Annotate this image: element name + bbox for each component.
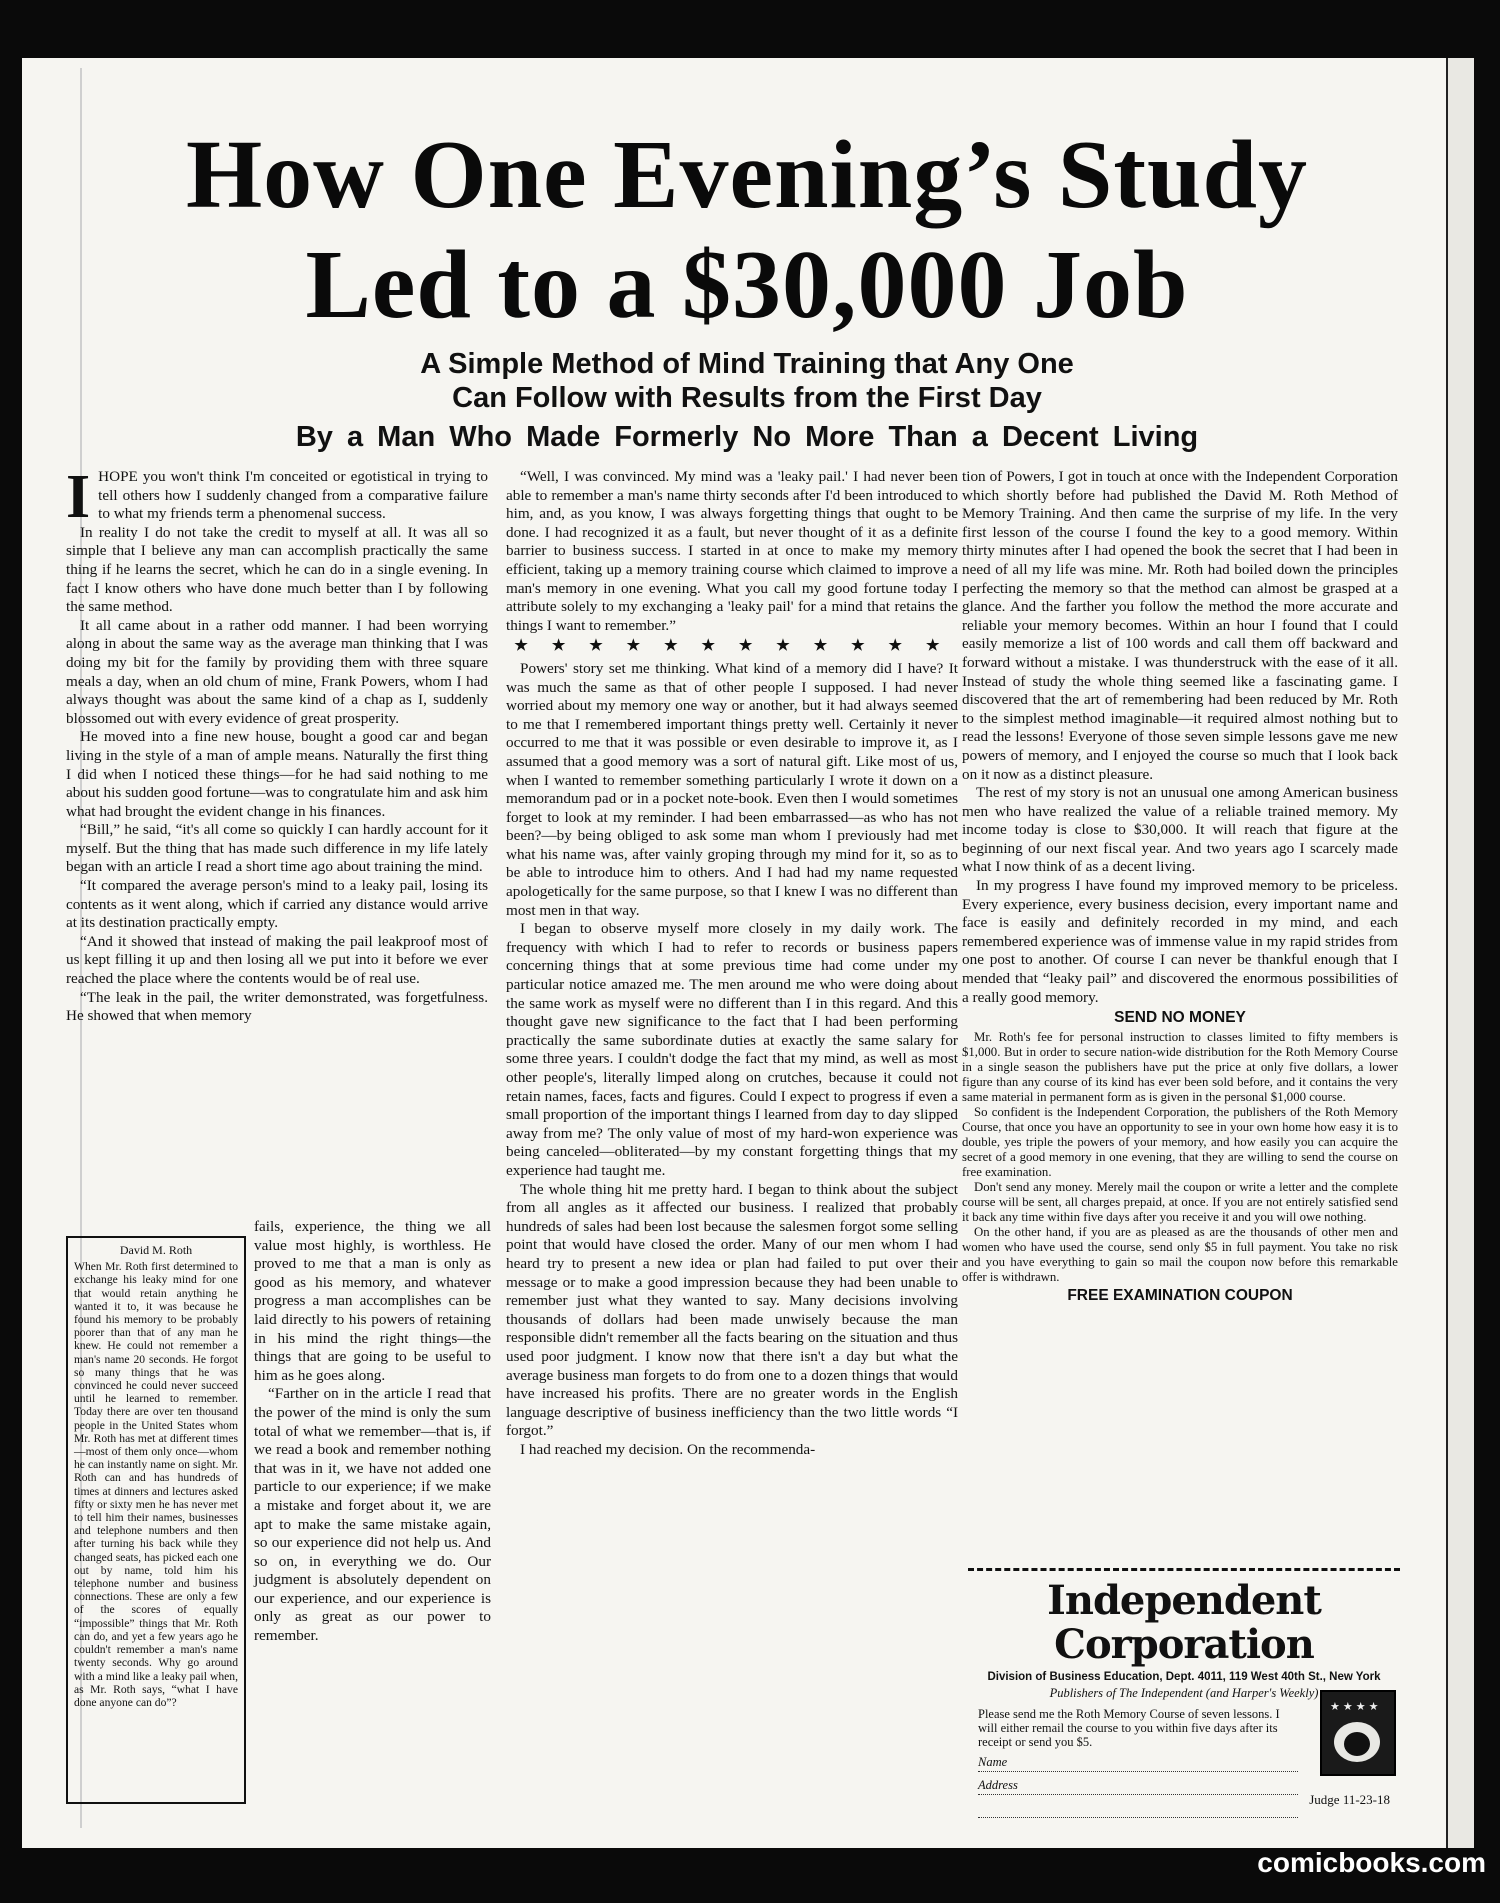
eagle-seal-icon: ★★★★: [1320, 1690, 1396, 1776]
paragraph: I began to observe myself more closely in my daily work. The frequency with which I had to refer to records or business papers concerning things that at some previous time had come under my particular notice amazed me. The men around me who were doing about the same work as myself were no different than I in this regard. And this thought gave new significance to the fact that I had been performing practically the same subordinate duties at exactly the same salary for some three years. I couldn't dodge the fact that my mind, as well as most other people's, literally limped along on crutches, because it could not retain names, faces, facts and figures. Could I expect to progress if even a small proportion of the important things I learned from day to day slipped away from me? The only value of most of my hard-won experience was being canceled—obliterated—by my constant forgetting things that my experience had taught me.: [506, 920, 958, 1179]
paragraph: “Bill,” he said, “it's all come so quickly I can hardly account for it myself. But the thing that has made such difference in my life lately began with an article I read a short time ago about training the mind.: [66, 821, 488, 876]
paragraph: “It compared the average person's mind to a leaky pail, losing its contents as it went along, which if carried any distance would arrive at its destination practically empty.: [66, 877, 488, 932]
paragraph: “Farther on in the article I read that the power of the mind is only the sum total of what we remember—that is, if we read a book and remember nothing that was in it, we have not added one particle to our experience; if we make a mistake and forget about it, we are apt to make the same mistake again, so our experience did not help us. And so on, in everything we do. Our judgment is absolutely dependent on our experience, and our experience is only as great as our power to remember.: [254, 1385, 491, 1645]
paragraph: It all came about in a rather odd manner. I had been worrying along in about the same way as the average man thinking that I was doing my bit for the family by providing them with three square meals a day, when an old chum of mine, Frank Powers, whom I had always thought was about the same kind of a chap as I, suddenly blossomed out with every evidence of great prosperity.: [66, 616, 488, 727]
offer-text: [962, 1030, 1398, 1285]
headline-line-2: Led to a $30,000 Job: [305, 231, 1189, 339]
address-field[interactable]: [978, 1778, 1298, 1795]
watermark: comicbooks.com: [1257, 1847, 1486, 1878]
paragraph: “Well, I was convinced. My mind was a 'leaky pail.' I had never been able to remember a man's name thirty seconds after I'd been introduced to him, and, as you know, I was always forgetting things that ought to be done. I had recognized it as a fault, but never thought of it as a definite barrier to business success. I started in at once to make my memory efficient, taking up a memory training course which claimed to improve a man's memory in one evening. What you call my good fortune today I attribute solely to my exchanging a 'leaky pail' for a mind that retains the things I want to remember.”: [506, 468, 958, 634]
headline-line-1: How One Evening’s Study: [185, 121, 1309, 229]
subhead-line-2: Can Follow with Results from the First Day: [452, 382, 1042, 414]
paragraph: tion of Powers, I got in touch at once with the Independent Corporation which shortly before had published the David M. Roth Method of Memory Training. And then came the surprise of my life. In the very first lesson of the course I found the key to a good memory. Within thirty minutes after I had opened the book the secret that I had been in need of all my life was mine. Mr. Roth had boiled down the principles perfecting the memory so that the method can almost be grasped at a glance. And the farther you follow the method the more accurate and reliable your memory becomes. Within an hour I found that I could easily memorize a list of 100 words and call them off backward and forward without a mistake. I was thunderstruck with the ease of it all. Instead of study the whole thing seemed like a fascinating game. I discovered that the art of remembering had been reduced by Mr. Roth to the simplest method imaginable—it required almost nothing but to read the lessons! Everyone of those seven simple lessons gave me new powers of memory, and I enjoyed the course so much that I look back on it now as a distinct pleasure.: [962, 468, 1398, 783]
author-sidebar-box: [66, 1236, 246, 1804]
coupon-cut-line: [968, 1568, 1400, 1571]
sidebar-text: When Mr. Roth first determined to exchange his leaky mind for one that would retain anything he wanted it to, it was because he found his memory to be probably poorer than that of any man he knew. He could not remember a man's name 20 seconds. He forgot so many things that he was convinced he could never succeed until he learned to remember. Today there are over ten thousand people in the United States whom Mr. Roth has met at different times—most of them only once—whom he can instantly name on sight. Mr. Roth can and has hundreds of times at dinners and lectures asked fifty or sixty men he has never met to tell him their names, businesses and telephone numbers and then after turning his back while they changed seats, has picked each one out by name, told him his telephone number and business connections. These are only a few of the scores of equally “impossible” things that Mr. Roth can do, and yet a few years ago he couldn't remember a man's name twenty seconds. Why go around with a mind like a leaky pail when, as Mr. Roth says, “what I have done anyone can do”?: [74, 1260, 238, 1709]
division-address: Division of Business Education, Dept. 4011, 119 West 40th St., New York: [987, 1671, 1381, 1683]
column-2: [506, 468, 958, 1459]
address-label: Address: [978, 1778, 1018, 1792]
paragraph: “The leak in the pail, the writer demonstrated, was forgetfulness. He showed that when memory: [66, 988, 488, 1025]
star-divider: ★ ★ ★ ★ ★ ★ ★ ★ ★ ★ ★ ★: [514, 637, 950, 655]
column-3: [962, 468, 1398, 1307]
coupon-heading: FREE EXAMINATION COUPON: [1067, 1286, 1293, 1304]
paragraph: “And it showed that instead of making the pail leakproof most of us kept filling it up and then losing all we put into it before we ever reached the place where the contents would be of real use.: [66, 932, 488, 988]
free-examination-coupon[interactable]: [968, 1568, 1400, 1814]
drop-cap: I: [66, 463, 91, 531]
publishers-line: Publishers of The Independent (and Harper's Weekly): [1049, 1686, 1319, 1700]
corporation-name: Independent Corporation: [1047, 1577, 1321, 1668]
send-no-money-heading: SEND NO MONEY: [1114, 1009, 1246, 1027]
publication-date: Judge 11-23-18: [1309, 1792, 1390, 1807]
coupon-text: Please send me the Roth Memory Course of seven lessons. I will either remail the course to you within five days after its receipt or send you $5.: [978, 1707, 1280, 1749]
paragraph: In my progress I have found my improved memory to be priceless. Every experience, every business decision, every important name and face is easily and definitely recorded in my mind, and each remembered experience was of immense value in my rapid strides from one post to another. Of course I can never be thankful enough that I mended that “leaky pail” and discovered the enormous possibilities of a really good memory.: [962, 877, 1398, 1006]
paragraph: On the other hand, if you are as pleased as are the thousands of other men and women who have used the course, send only $5 in full payment. You take no risk and you have everything to gain so mail the coupon now before this remarkable offer is withdrawn.: [962, 1224, 1398, 1284]
paragraph: He moved into a fine new house, bought a good car and began living in the style of a man of ample means. Naturally the first thing I did when I noticed these things—for he had said nothing to me about his sudden good fortune—was to congratulate him and ask him what had brought the evident change in his finances.: [66, 728, 488, 820]
subhead-line-1: A Simple Method of Mind Training that Any One: [420, 348, 1074, 380]
column-1-continued: [254, 1218, 491, 1646]
paragraph: Mr. Roth's fee for personal instruction to classes limited to fifty members is $1,000. But in order to secure nation-wide distribution for the Roth Memory Course in a single season the publishers have put the price at only five dollars, a lower figure than any course of its kind has ever been sold before, and it contains the very same material in permanent form as is given in the personal $1,000 course.: [962, 1029, 1398, 1104]
paragraph: IHOPE you won't think I'm conceited or egotistical in trying to tell others how I suddenly changed from a comparative failure to what my friends term a phenomenal success.: [66, 463, 488, 531]
paragraph: In reality I do not take the credit to myself at all. It was all so simple that I believe any man can accomplish practically the same thing if he learns the secret, which he can do in a single evening. In fact I know others who have done much better than I by following the same method.: [66, 523, 488, 616]
sidebar-title: David M. Roth: [119, 1243, 193, 1257]
paragraph: Don't send any money. Merely mail the coupon or write a letter and the complete course will be sent, all charges prepaid, at once. If you are not entirely satisfied send it back any time within five days after you receive it and you will owe nothing.: [962, 1179, 1398, 1224]
byline: By a Man Who Made Formerly No More Than a Decent Living: [295, 421, 1199, 453]
name-field[interactable]: [978, 1755, 1298, 1772]
paragraph: The whole thing hit me pretty hard. I began to think about the subject from all angles as it affected our business. I realized that probably hundreds of sales had been lost because the salesmen forgot some selling point that would have closed the order. Many of our men whom I had heard try to present a new idea or plan had failed to put over their message or to make a good impression because they had been unable to remember just what they wanted to say. Many decisions involving thousands of dollars had been made unwisely because the man responsible didn't remember all the facts bearing on the situation and thus used poor judgment. I know now that there isn't a day but what the average business man forgets to do from one to a dozen things that would have increased his profits. There are no greater words in the English language descriptive of business inefficiency than the two little words “I forgot.”: [506, 1180, 958, 1440]
column-1: [66, 463, 488, 1026]
magazine-page: [22, 58, 1474, 1848]
paragraph: The rest of my story is not an unusual one among American business men who have realized the value of a reliable trained memory. My income today is close to $30,000. It will reach that figure at the beginning of our next fiscal year. And two years ago I scarcely made what I now think of as a decent living.: [962, 784, 1398, 876]
adjacent-page-edge: [1446, 58, 1474, 1848]
paragraph: fails, experience, the thing we all value most highly, is worthless. He proved to me that a man is only as good as his memory, and whatever progress a man accomplishes can be laid directly to his powers of retaining in his mind the right things—the things that are going to be useful to him as he goes along.: [254, 1218, 491, 1384]
paragraph: Powers' story set me thinking. What kind of a memory did I have? It was much the same as that of other people I supposed. I had never worried about my memory one way or another, but it had always seemed to me that I remembered important things pretty well. Certainly it never occurred to me that it was possible or even desirable to improve it, as I assumed that a good memory was a sort of natural gift. Like most of us, when I wanted to remember something particularly I wrote it down on a memorandum pad or in a pocket note-book. Even then I would sometimes forget to look at my reminder. I had been embarrassed—as who has not been?—by being obliged to ask some man whom I previously had met what his name was, after vainly groping through my mind for it, so as to be able to introduce him to others. And I had had my name requested apologetically for the same purpose, so that I knew I was no different than most men in that way.: [506, 659, 958, 919]
address-field-2[interactable]: [978, 1801, 1298, 1818]
paragraph: I had reached my decision. On the recommenda-: [520, 1440, 816, 1458]
name-label: Name: [978, 1755, 1008, 1769]
paragraph: So confident is the Independent Corporation, the publishers of the Roth Memory Course, that once you have an opportunity to see in your own home how easy it is to double, yes triple the powers of your memory, and how easily you can acquire the secret of a good memory in one evening, that they are willing to send the course on free examination.: [962, 1104, 1398, 1179]
